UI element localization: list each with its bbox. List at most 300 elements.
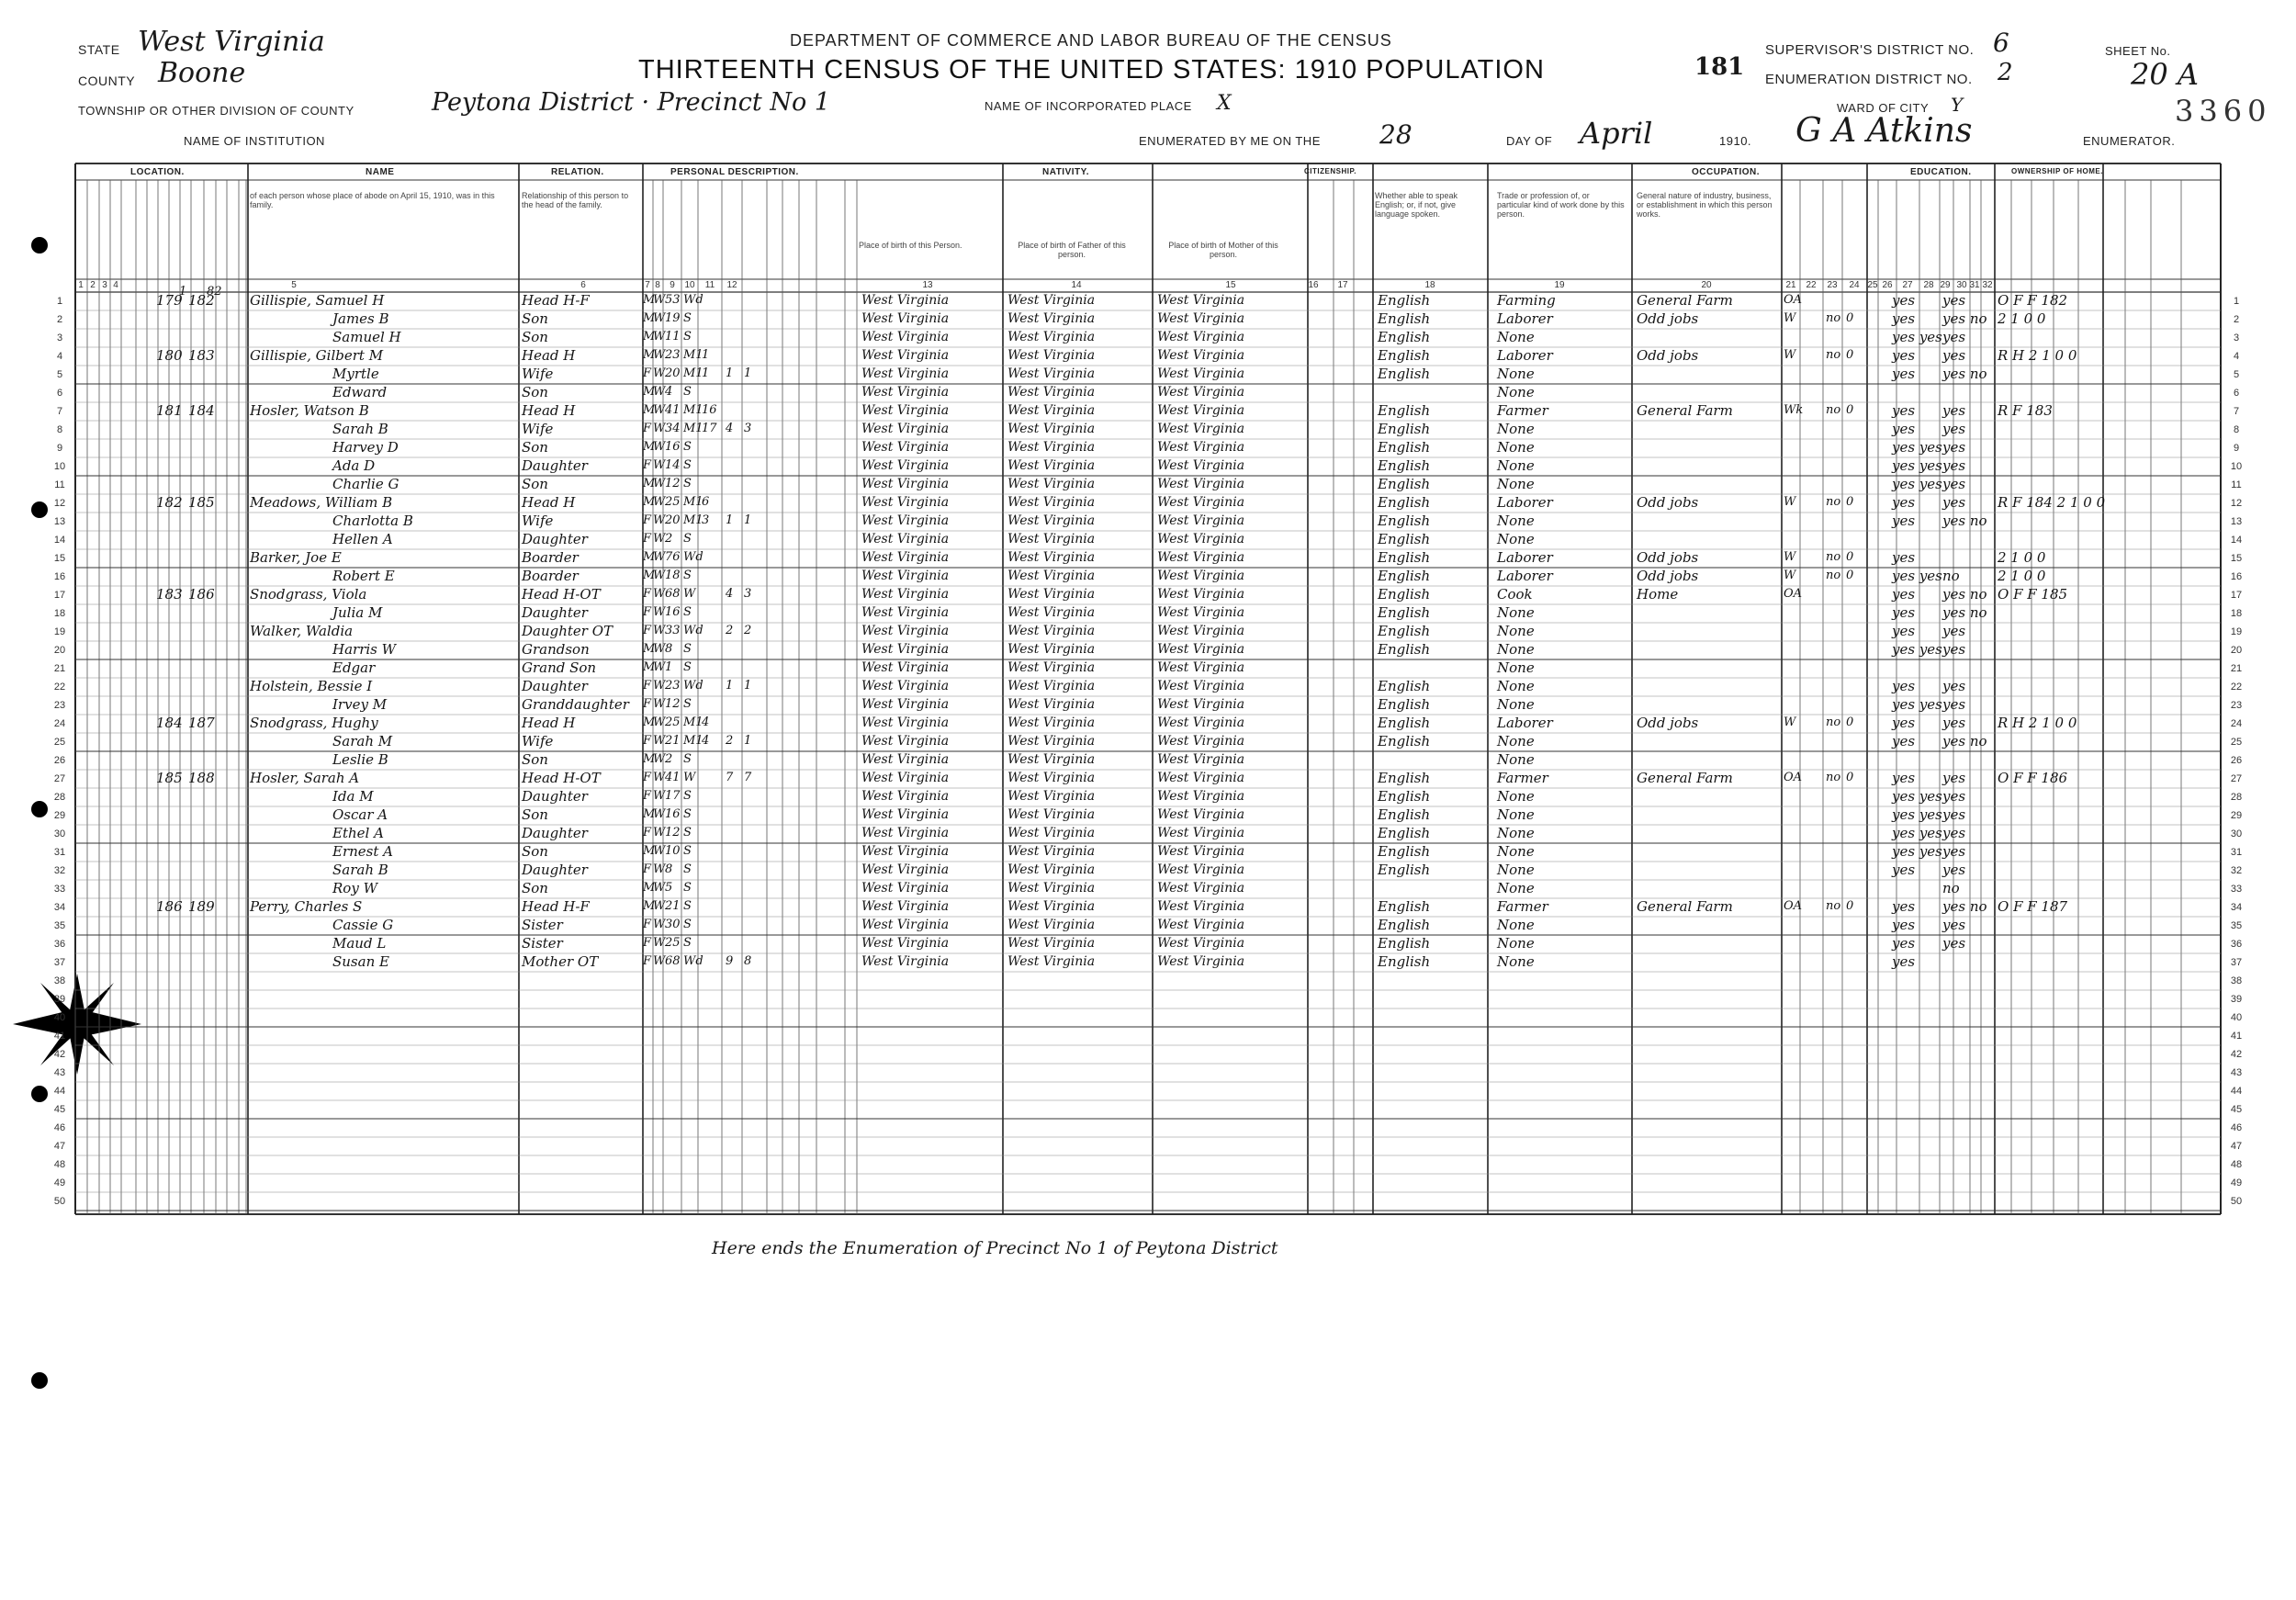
cell-name: Sarah B (332, 421, 388, 437)
cell-sex: F (643, 862, 652, 876)
row-number: 25 (53, 737, 66, 748)
row-number: 17 (2230, 590, 2243, 601)
cell-trade: None (1497, 953, 1535, 970)
cell-write: yes (1942, 457, 1966, 474)
cell-write: yes (1942, 476, 1966, 492)
section-name: NAME (366, 167, 395, 177)
row-number: 48 (2230, 1159, 2243, 1170)
column-number: 23 (1827, 280, 1838, 290)
cell-own: O F F 186 (1998, 770, 2068, 786)
cell-age: 30 (665, 918, 681, 931)
cell-rel: Son (522, 806, 548, 823)
cell-write: yes (1942, 935, 1966, 952)
cell-bp: West Virginia (861, 330, 950, 344)
cell-rel: Daughter (522, 825, 588, 841)
cell-mar: M1 (683, 715, 703, 729)
cell-name: Gillispie, Gilbert M (250, 347, 384, 364)
row-number: 35 (53, 920, 66, 931)
cell-write: yes (1942, 715, 1966, 731)
cell-yrs: 6 (702, 495, 710, 509)
cell-name: Irvey M (332, 696, 388, 713)
cell-dwell: 179 (156, 292, 183, 309)
cell-race: W (653, 826, 666, 839)
cell-fbp: West Virginia (1007, 605, 1096, 620)
cell-bp: West Virginia (861, 734, 950, 749)
cell-read: yes (1892, 549, 1916, 566)
cell-trade: None (1497, 935, 1535, 952)
cell-trade: None (1497, 806, 1535, 823)
cell-write: no (1942, 568, 1960, 584)
cell-read: yes (1892, 494, 1916, 511)
column-number: 19 (1554, 280, 1565, 290)
cell-own: O F F 187 (1998, 898, 2068, 915)
cell-bp: West Virginia (861, 440, 950, 455)
cell-race: W (653, 293, 666, 307)
cell-mar: S (683, 477, 692, 490)
cell-sex: M (643, 440, 656, 454)
cell-sex: M (643, 385, 656, 399)
cell-mbp: West Virginia (1157, 624, 1245, 638)
cell-write: yes no (1942, 604, 1987, 621)
cell-age: 34 (665, 422, 681, 435)
row-number: 44 (2230, 1086, 2243, 1097)
cell-mbp: West Virginia (1157, 807, 1245, 822)
cell-race: W (653, 660, 666, 674)
row-number: 48 (53, 1159, 66, 1170)
cell-trade: Farmer (1497, 402, 1548, 419)
cell-born: 1 (726, 513, 734, 527)
cell-fbp: West Virginia (1007, 587, 1096, 602)
row-number: 21 (53, 663, 66, 674)
cell-eng: English (1378, 292, 1431, 309)
cell-dwell: 180 (156, 347, 183, 364)
cell-trade: None (1497, 917, 1535, 933)
cell-emp: W (1784, 311, 1796, 325)
cell-fbp: West Virginia (1007, 569, 1096, 583)
cell-name: Hellen A (332, 531, 393, 547)
cell-mar: Wd (683, 624, 703, 637)
cell-ind: Odd jobs (1637, 549, 1699, 566)
cell-trade: None (1497, 604, 1535, 621)
row-number: 31 (2230, 847, 2243, 858)
cell-mar: S (683, 458, 692, 472)
cell-own: 2 1 0 0 (1998, 310, 2046, 327)
cell-mbp: West Virginia (1157, 752, 1245, 767)
cell-name: Myrtle (332, 366, 379, 382)
cell-mar: M1 (683, 403, 703, 417)
row-number: 17 (53, 590, 66, 601)
cell-bp: West Virginia (861, 293, 950, 308)
cell-sex: F (643, 532, 652, 546)
cell-rel: Head H (522, 347, 576, 364)
cell-dwell: 183 (156, 586, 183, 603)
cell-fbp: West Virginia (1007, 495, 1096, 510)
cell-trade: None (1497, 421, 1535, 437)
cell-mbp: West Virginia (1157, 918, 1245, 932)
cell-trade: None (1497, 696, 1535, 713)
cell-mbp: West Virginia (1157, 826, 1245, 840)
cell-living: 7 (744, 771, 752, 784)
cell-mar: S (683, 899, 692, 913)
cell-age: 68 (665, 954, 681, 968)
cell-sex: M (643, 477, 656, 490)
cell-fbp: West Virginia (1007, 348, 1096, 363)
cell-mar: S (683, 532, 692, 546)
cell-trade: None (1497, 788, 1535, 805)
section-ownership: OWNERSHIP OF HOME. (2011, 167, 2103, 175)
cell-read: yes (1892, 770, 1916, 786)
cell-ind: Odd jobs (1637, 494, 1699, 511)
cell-rel: Son (522, 880, 548, 896)
cell-mar: S (683, 330, 692, 344)
cell-fbp: West Virginia (1007, 807, 1096, 822)
cell-bp: West Virginia (861, 403, 950, 418)
cell-emp: OA (1784, 293, 1803, 307)
cell-own: R F 184 2 1 0 0 (1998, 494, 2106, 511)
cell-bp: West Virginia (861, 587, 950, 602)
row-number: 11 (54, 479, 65, 490)
cell-ind: General Farm (1637, 898, 1733, 915)
cell-age: 25 (665, 495, 681, 509)
row-number: 39 (2230, 994, 2243, 1005)
cell-name: Meadows, William B (250, 494, 393, 511)
cell-mar: S (683, 697, 692, 711)
cell-ind: General Farm (1637, 292, 1733, 309)
cell-trade: Farmer (1497, 898, 1548, 915)
column-number: 2 (90, 280, 96, 290)
cell-rel: Boarder (522, 568, 579, 584)
column-number: 17 (1337, 280, 1348, 290)
cell-age: 12 (665, 477, 681, 490)
cell-mbp: West Virginia (1157, 679, 1245, 693)
cell-mbp: West Virginia (1157, 899, 1245, 914)
state-label: STATE (78, 42, 120, 57)
cell-bp: West Virginia (861, 366, 950, 381)
row-number: 44 (53, 1086, 66, 1097)
cell-eng: English (1378, 898, 1431, 915)
row-number: 13 (53, 516, 66, 527)
cell-work: no (1826, 311, 1841, 325)
cell-age: 2 (665, 752, 673, 766)
cell-sex: M (643, 495, 656, 509)
cell-fam: 187 (188, 715, 215, 731)
cell-sex: F (643, 366, 652, 380)
cell-age: 33 (665, 624, 681, 637)
cell-write: yes (1942, 770, 1966, 786)
cell-race: W (653, 440, 666, 454)
row-number: 2 (56, 314, 63, 325)
cell-race: W (653, 862, 666, 876)
cell-rel: Daughter (522, 788, 588, 805)
cell-rel: Son (522, 329, 548, 345)
cell-eng: English (1378, 733, 1431, 749)
column-number: 22 (1806, 280, 1817, 290)
column-number: 14 (1071, 280, 1082, 290)
cell-bp: West Virginia (861, 495, 950, 510)
section-education: EDUCATION. (1910, 167, 1972, 177)
cell-trade: None (1497, 843, 1535, 860)
birth-self-heading: Place of birth of this Person. (859, 241, 962, 250)
row-number: 33 (53, 884, 66, 895)
row-number: 47 (53, 1141, 66, 1152)
cell-sex: M (643, 569, 656, 582)
cell-mar: M1 (683, 513, 703, 527)
cell-rel: Daughter (522, 457, 588, 474)
cell-write: yes no (1942, 898, 1987, 915)
cell-own: O F F 185 (1998, 586, 2068, 603)
cell-race: W (653, 550, 666, 564)
cell-read: yes (1892, 366, 1916, 382)
row-number: 15 (53, 553, 66, 564)
cell-age: 16 (665, 807, 681, 821)
cell-read: yes (1892, 733, 1916, 749)
cell-work: no (1826, 403, 1841, 417)
cell-name: James B (332, 310, 389, 327)
cell-sex: M (643, 403, 656, 417)
row-number: 42 (2230, 1049, 2243, 1060)
cell-trade: Laborer (1497, 494, 1553, 511)
cell-race: W (653, 385, 666, 399)
cell-dwell: 184 (156, 715, 183, 731)
cell-name: Perry, Charles S (250, 898, 363, 915)
cell-race: W (653, 587, 666, 601)
cell-read: yes (1892, 917, 1916, 933)
row-number: 23 (2230, 700, 2243, 711)
cell-eng: English (1378, 953, 1431, 970)
cell-yrs: 16 (702, 403, 717, 417)
section-location: LOCATION. (130, 167, 185, 177)
cell-emp: W (1784, 715, 1796, 729)
cell-bp: West Virginia (861, 477, 950, 491)
cell-eng: English (1378, 421, 1431, 437)
section-occupation: OCCUPATION. (1692, 167, 1761, 177)
cell-mar: Wd (683, 679, 703, 693)
row-number: 30 (53, 828, 66, 839)
cell-age: 41 (665, 771, 681, 784)
cell-sex: F (643, 679, 652, 693)
cell-sex: F (643, 587, 652, 601)
cell-name: Harvey D (332, 439, 399, 456)
cell-rel: Wife (522, 513, 554, 529)
row-number: 6 (56, 388, 63, 399)
cell-mbp: West Virginia (1157, 587, 1245, 602)
row-number: 33 (2230, 884, 2243, 895)
cell-mar: M1 (683, 348, 703, 362)
cell-own: R H 2 1 0 0 (1998, 715, 2077, 731)
row-number: 41 (2230, 1031, 2243, 1042)
cell-name: Ethel A (332, 825, 384, 841)
cell-mbp: West Virginia (1157, 403, 1245, 418)
cell-sex: F (643, 771, 652, 784)
cell-mar: S (683, 385, 692, 399)
cell-read: yes (1892, 862, 1916, 878)
cell-read: yes (1892, 935, 1916, 952)
cell-mar: M1 (683, 422, 703, 435)
cell-work: no (1826, 569, 1841, 582)
enumeration-label: ENUMERATION DISTRICT NO. (1765, 72, 1973, 87)
row-number: 24 (2230, 718, 2243, 729)
cell-sex: F (643, 936, 652, 950)
cell-name: Gillispie, Samuel H (250, 292, 385, 309)
cell-name: Sarah M (332, 733, 393, 749)
cell-race: W (653, 422, 666, 435)
cell-race: W (653, 715, 666, 729)
cell-work: no (1826, 899, 1841, 913)
cell-born: 2 (726, 624, 734, 637)
cell-sex: F (643, 513, 652, 527)
column-number: 1 (78, 280, 84, 290)
cell-read: yes yes (1892, 825, 1942, 841)
cell-name: Barker, Joe E (250, 549, 342, 566)
department-heading: DEPARTMENT OF COMMERCE AND LABOR BUREAU OF THE CENSUS (790, 31, 1392, 50)
column-number: 13 (922, 280, 933, 290)
cell-bp: West Virginia (861, 422, 950, 436)
cell-age: 8 (665, 862, 673, 876)
cell-fbp: West Virginia (1007, 403, 1096, 418)
cell-born: 7 (726, 771, 734, 784)
column-number: 15 (1225, 280, 1236, 290)
cell-eng: English (1378, 770, 1431, 786)
cell-name: Maud L (332, 935, 387, 952)
cell-name: Ida M (332, 788, 374, 805)
cell-eng: English (1378, 843, 1431, 860)
cell-write: yes (1942, 329, 1966, 345)
row-number: 1 (56, 296, 63, 307)
cell-fbp: West Virginia (1007, 440, 1096, 455)
cell-age: 25 (665, 715, 681, 729)
cell-ind: General Farm (1637, 402, 1733, 419)
cell-read: yes yes (1892, 439, 1942, 456)
cell-race: W (653, 458, 666, 472)
county-label: COUNTY (78, 73, 136, 88)
column-number: 12 (726, 280, 737, 290)
cell-mbp: West Virginia (1157, 697, 1245, 712)
cell-own: 2 1 0 0 (1998, 568, 2046, 584)
cell-dwell: 181 (156, 402, 183, 419)
cell-age: 1 (665, 660, 673, 674)
row-number: 47 (2230, 1141, 2243, 1152)
column-number: 21 (1785, 280, 1796, 290)
cell-fbp: West Virginia (1007, 826, 1096, 840)
row-number: 10 (53, 461, 66, 472)
cell-mbp: West Virginia (1157, 881, 1245, 896)
cell-name: Holstein, Bessie I (250, 678, 373, 694)
cell-mar: W (683, 771, 696, 784)
row-number: 39 (53, 994, 66, 1005)
cell-fbp: West Virginia (1007, 936, 1096, 951)
cell-emp: W (1784, 569, 1796, 582)
trade-heading: Trade or profession of, or particular kind of work done by this person. (1497, 191, 1625, 219)
township-value: Peytona District · Precinct No 1 (432, 88, 831, 117)
cell-write: yes (1942, 843, 1966, 860)
cell-age: 41 (665, 403, 681, 417)
cell-mar: S (683, 789, 692, 803)
cell-yrs: 3 (702, 513, 710, 527)
cell-work: no (1826, 348, 1841, 362)
cell-emp: W (1784, 495, 1796, 509)
cell-sex: M (643, 807, 656, 821)
cell-race: W (653, 844, 666, 858)
cell-age: 19 (665, 311, 681, 325)
cell-trade: None (1497, 880, 1535, 896)
cell-own: R H 2 1 0 0 (1998, 347, 2077, 364)
cell-mbp: West Virginia (1157, 458, 1245, 473)
cell-bp: West Virginia (861, 752, 950, 767)
cell-ind: General Farm (1637, 770, 1733, 786)
cell-fbp: West Virginia (1007, 385, 1096, 400)
cell-rel: Daughter (522, 531, 588, 547)
cell-fbp: West Virginia (1007, 311, 1096, 326)
state-value: West Virginia (138, 26, 325, 58)
english-heading: Whether able to speak English; or, if not, give language spoken. (1375, 191, 1458, 219)
cell-eng: English (1378, 696, 1431, 713)
row-number: 22 (53, 682, 66, 693)
cell-mbp: West Virginia (1157, 715, 1245, 730)
cell-age: 21 (665, 734, 681, 748)
row-number: 16 (2230, 571, 2243, 582)
column-number: 6 (580, 280, 586, 290)
cell-age: 21 (665, 899, 681, 913)
birth-mother-heading: Place of birth of Mother of this person. (1168, 241, 1278, 259)
cell-mbp: West Virginia (1157, 954, 1245, 969)
row-number: 46 (53, 1122, 66, 1133)
column-number: 3 (102, 280, 107, 290)
cell-rel: Sister (522, 917, 563, 933)
column-number: 8 (655, 280, 660, 290)
cell-trade: None (1497, 366, 1535, 382)
enumeration-value: 2 (1998, 59, 2013, 86)
cell-weeks: 0 (1846, 495, 1854, 509)
sheet-value: 20 A (2131, 57, 2199, 92)
cell-race: W (653, 734, 666, 748)
enumerated-day: 28 (1379, 119, 1412, 150)
cell-eng: English (1378, 402, 1431, 419)
cell-rel: Boarder (522, 549, 579, 566)
cell-mar: S (683, 440, 692, 454)
cell-mbp: West Virginia (1157, 605, 1245, 620)
column-number: 4 (113, 280, 118, 290)
row-number: 37 (53, 957, 66, 968)
row-number: 36 (53, 939, 66, 950)
cell-trade: Laborer (1497, 347, 1553, 364)
cell-eng: English (1378, 531, 1431, 547)
row-number: 50 (53, 1196, 66, 1207)
cell-ind: Home (1637, 586, 1679, 603)
cell-weeks: 0 (1846, 550, 1854, 564)
cell-write: no (1942, 880, 1960, 896)
row-number: 41 (53, 1031, 66, 1042)
cell-bp: West Virginia (861, 918, 950, 932)
cell-race: W (653, 403, 666, 417)
cell-name: Snodgrass, Viola (250, 586, 367, 603)
row-number: 28 (53, 792, 66, 803)
cell-trade: None (1497, 825, 1535, 841)
cell-born: 1 (726, 679, 734, 693)
cell-bp: West Virginia (861, 550, 950, 565)
cell-emp: OA (1784, 771, 1803, 784)
column-number: 28 (1923, 280, 1934, 290)
cell-race: W (653, 789, 666, 803)
cell-bp: West Virginia (861, 385, 950, 400)
cell-work: no (1826, 715, 1841, 729)
cell-own: O F F 182 (1998, 292, 2068, 309)
row-number: 7 (2233, 406, 2240, 417)
row-number: 20 (53, 645, 66, 656)
cell-rel: Son (522, 439, 548, 456)
cell-eng: English (1378, 476, 1431, 492)
cell-write: yes (1942, 806, 1966, 823)
cell-ind: Odd jobs (1637, 715, 1699, 731)
